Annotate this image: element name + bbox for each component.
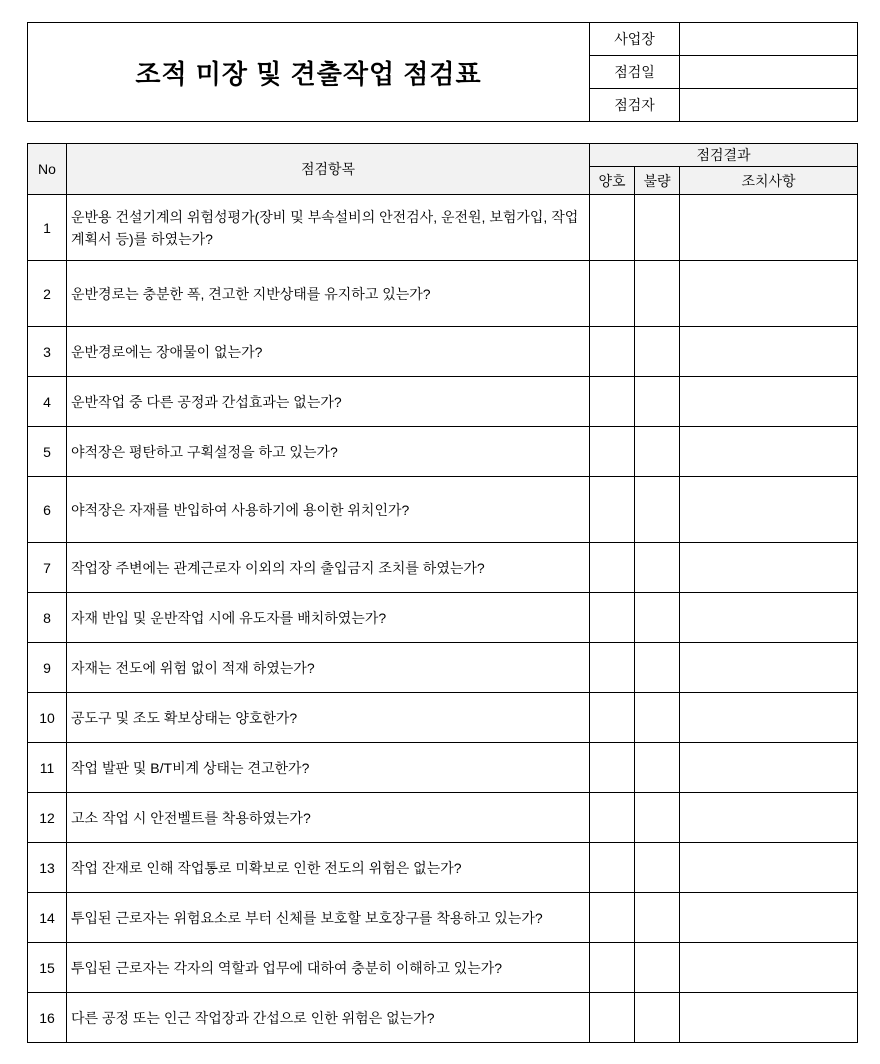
row-bad-cell[interactable] — [635, 643, 680, 693]
row-good-cell[interactable] — [590, 377, 635, 427]
table-row — [28, 843, 858, 893]
row-bad-cell[interactable] — [635, 427, 680, 477]
row-bad-cell[interactable] — [635, 327, 680, 377]
row-item: 야적장은 평탄하고 구획설정을 하고 있는가? — [67, 427, 590, 477]
row-action-cell[interactable] — [680, 793, 858, 843]
field-value-inspector[interactable] — [680, 89, 858, 122]
row-action-cell[interactable] — [680, 993, 858, 1043]
table-row — [28, 743, 858, 793]
row-number: 2 — [28, 261, 67, 327]
row-number: 12 — [28, 793, 67, 843]
row-number: 15 — [28, 943, 67, 993]
row-bad-cell[interactable] — [635, 693, 680, 743]
row-item: 작업 발판 및 B/T비계 상태는 견고한가? — [67, 743, 590, 793]
checklist-table — [27, 143, 858, 1043]
row-item: 운반작업 중 다른 공정과 간섭효과는 없는가? — [67, 377, 590, 427]
col-header-bad: 불량 — [635, 167, 680, 195]
field-label-inspector: 점검자 — [590, 89, 680, 122]
field-value-site[interactable] — [680, 23, 858, 56]
row-action-cell[interactable] — [680, 593, 858, 643]
row-action-cell[interactable] — [680, 427, 858, 477]
row-good-cell[interactable] — [590, 477, 635, 543]
row-bad-cell[interactable] — [635, 543, 680, 593]
row-item: 운반경로는 충분한 폭, 견고한 지반상태를 유지하고 있는가? — [67, 261, 590, 327]
row-item: 야적장은 자재를 반입하여 사용하기에 용이한 위치인가? — [67, 477, 590, 543]
row-bad-cell[interactable] — [635, 261, 680, 327]
field-label-date: 점검일 — [590, 56, 680, 89]
row-number: 5 — [28, 427, 67, 477]
row-bad-cell[interactable] — [635, 195, 680, 261]
row-action-cell[interactable] — [680, 377, 858, 427]
table-row — [28, 643, 858, 693]
row-bad-cell[interactable] — [635, 893, 680, 943]
row-number: 7 — [28, 543, 67, 593]
row-good-cell[interactable] — [590, 993, 635, 1043]
table-row — [28, 993, 858, 1043]
row-action-cell[interactable] — [680, 843, 858, 893]
row-bad-cell[interactable] — [635, 993, 680, 1043]
field-label-site: 사업장 — [590, 23, 680, 56]
row-item: 공도구 및 조도 확보상태는 양호한가? — [67, 693, 590, 743]
row-item: 투입된 근로자는 위험요소로 부터 신체를 보호할 보호장구를 착용하고 있는가? — [67, 893, 590, 943]
table-row — [28, 377, 858, 427]
row-item: 투입된 근로자는 각자의 역할과 업무에 대하여 충분히 이해하고 있는가? — [67, 943, 590, 993]
row-good-cell[interactable] — [590, 543, 635, 593]
table-row — [28, 693, 858, 743]
row-good-cell[interactable] — [590, 261, 635, 327]
row-bad-cell[interactable] — [635, 743, 680, 793]
col-header-no: No — [28, 144, 67, 195]
row-number: 4 — [28, 377, 67, 427]
table-row — [28, 427, 858, 477]
row-number: 10 — [28, 693, 67, 743]
row-item: 운반용 건설기계의 위험성평가(장비 및 부속설비의 안전검사, 운전원, 보험가입, 작업계획서 등)를 하였는가? — [67, 195, 590, 261]
row-number: 1 — [28, 195, 67, 261]
row-good-cell[interactable] — [590, 693, 635, 743]
table-row — [28, 543, 858, 593]
row-good-cell[interactable] — [590, 593, 635, 643]
table-row — [28, 793, 858, 843]
row-good-cell[interactable] — [590, 843, 635, 893]
row-good-cell[interactable] — [590, 943, 635, 993]
row-action-cell[interactable] — [680, 943, 858, 993]
row-item: 작업장 주변에는 관계근로자 이외의 자의 출입금지 조치를 하였는가? — [67, 543, 590, 593]
col-header-good: 양호 — [590, 167, 635, 195]
row-action-cell[interactable] — [680, 743, 858, 793]
row-action-cell[interactable] — [680, 543, 858, 593]
table-row — [28, 893, 858, 943]
row-bad-cell[interactable] — [635, 793, 680, 843]
row-good-cell[interactable] — [590, 195, 635, 261]
row-number: 13 — [28, 843, 67, 893]
header-table — [27, 22, 858, 122]
row-action-cell[interactable] — [680, 893, 858, 943]
row-good-cell[interactable] — [590, 793, 635, 843]
row-action-cell[interactable] — [680, 195, 858, 261]
row-action-cell[interactable] — [680, 261, 858, 327]
row-bad-cell[interactable] — [635, 593, 680, 643]
row-good-cell[interactable] — [590, 893, 635, 943]
table-row — [28, 593, 858, 643]
table-row — [28, 261, 858, 327]
row-good-cell[interactable] — [590, 327, 635, 377]
row-item: 자재는 전도에 위험 없이 적재 하였는가? — [67, 643, 590, 693]
row-item: 운반경로에는 장애물이 없는가? — [67, 327, 590, 377]
row-action-cell[interactable] — [680, 643, 858, 693]
row-action-cell[interactable] — [680, 327, 858, 377]
row-number: 3 — [28, 327, 67, 377]
row-item: 자재 반입 및 운반작업 시에 유도자를 배치하였는가? — [67, 593, 590, 643]
row-action-cell[interactable] — [680, 477, 858, 543]
row-number: 9 — [28, 643, 67, 693]
row-good-cell[interactable] — [590, 743, 635, 793]
row-bad-cell[interactable] — [635, 477, 680, 543]
row-bad-cell[interactable] — [635, 377, 680, 427]
row-good-cell[interactable] — [590, 427, 635, 477]
col-header-result: 점검결과 — [590, 144, 858, 167]
row-number: 16 — [28, 993, 67, 1043]
table-row — [28, 477, 858, 543]
row-number: 14 — [28, 893, 67, 943]
table-row — [28, 943, 858, 993]
row-good-cell[interactable] — [590, 643, 635, 693]
row-number: 11 — [28, 743, 67, 793]
row-item: 작업 잔재로 인해 작업통로 미확보로 인한 전도의 위험은 없는가? — [67, 843, 590, 893]
row-action-cell[interactable] — [680, 693, 858, 743]
row-bad-cell[interactable] — [635, 843, 680, 893]
table-row — [28, 327, 858, 377]
row-item: 고소 작업 시 안전벨트를 착용하였는가? — [67, 793, 590, 843]
page-title: 조적 미장 및 견출작업 점검표 — [28, 23, 590, 122]
row-number: 6 — [28, 477, 67, 543]
row-bad-cell[interactable] — [635, 943, 680, 993]
row-item: 다른 공정 또는 인근 작업장과 간섭으로 인한 위험은 없는가? — [67, 993, 590, 1043]
col-header-action: 조치사항 — [680, 167, 858, 195]
col-header-item: 점검항목 — [67, 144, 590, 195]
field-value-date[interactable] — [680, 56, 858, 89]
row-number: 8 — [28, 593, 67, 643]
table-row — [28, 195, 858, 261]
